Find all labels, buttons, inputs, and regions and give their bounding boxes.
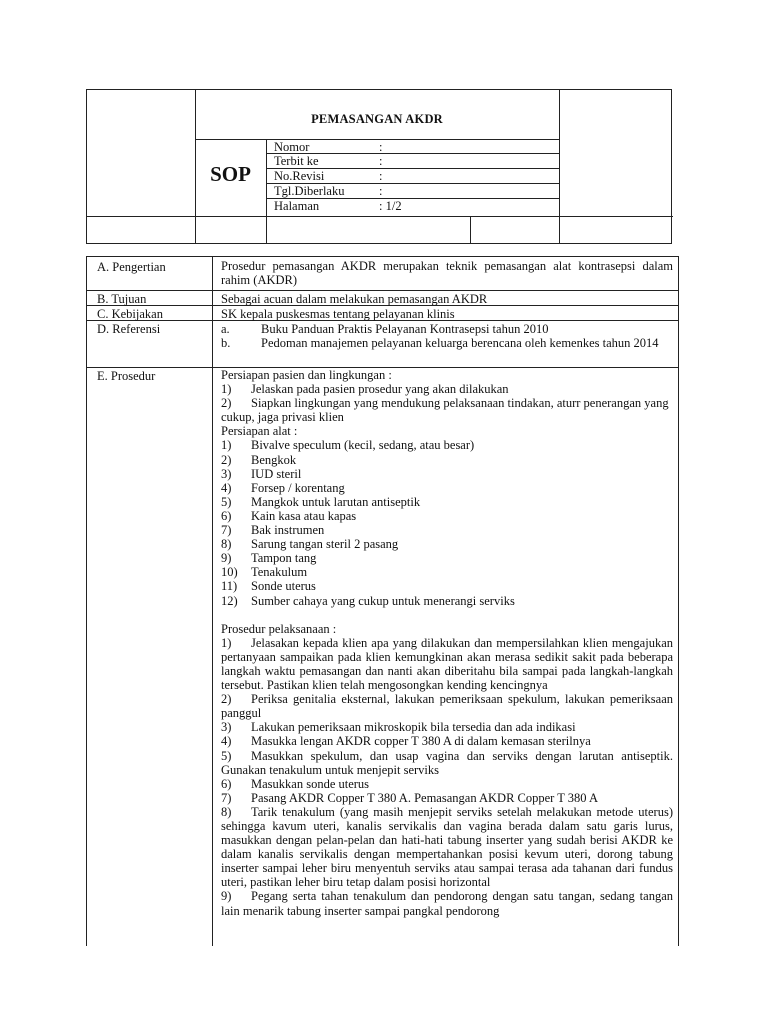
pengertian-text: Prosedur pemasangan AKDR merupakan teknik pemasangan alat kontrasepsi dalam rahim (AKDR) — [221, 259, 673, 288]
meta-label: No.Revisi — [274, 169, 325, 183]
persiapan-pasien-heading: Persiapan pasien dan lingkungan : — [221, 368, 392, 382]
list-item: 7) Bak instrumen — [221, 523, 325, 538]
meta-label: Nomor — [274, 140, 310, 154]
list-item: 2) Siapkan lingkungan yang mendukung pelaksanaan tindakan, aturr penerangan yang cukup, jaga privasi klien — [221, 396, 669, 425]
list-item: 11) Sonde uterus — [221, 579, 316, 594]
spacer — [221, 608, 673, 622]
prosedur-content — [221, 368, 698, 918]
meta-row-terbit — [267, 154, 559, 168]
column-divider — [212, 257, 213, 946]
meta-row-halaman — [267, 199, 559, 213]
meta-value: : — [379, 169, 383, 183]
list-item: 2) Bengkok — [221, 452, 297, 467]
list-item: 9) Tampon tang — [221, 551, 317, 566]
meta-value: : — [379, 154, 383, 168]
pelaksanaan-heading: Prosedur pelaksanaan : — [221, 621, 337, 636]
header-divider — [559, 90, 560, 243]
list-item: 2) Periksa genitalia eksternal, lakukan pemeriksaan spekulum, lakukan pemeriksaan panggul — [221, 692, 673, 721]
meta-value: : 1/2 — [379, 199, 402, 213]
list-item: 3) Lakukan pemeriksaan mikroskopik bila tersedia dan ada indikasi — [221, 720, 576, 735]
list-item: 8) Tarik tenakulum (yang masih menjepit serviks setelah melakukan metode uterus) sehingga kavum uteri, kanalis servikalis dan vagina berada dalam satu garis lurus, masukkan dengan pelan-pelan dan hati-hati tabung inserter yang sudah berisi AKDR ke dalam kanalis servikalis dengan mempertahankan posisi kevum uteri, dorong tabung inserter sampai leher biru menyentuh serviks atau sampai terasa ada tahanan dari fundus uteri, pastikan leher biru tetap dalam posisi horizontal — [221, 804, 673, 890]
list-item: 5) Masukkan spekulum, dan usap vagina dan serviks dengan larutan antiseptik. Gunakan tenakulum untuk menjepit serviks — [221, 748, 698, 777]
list-item: 9) Pegang serta tahan tenakulum dan pendorong dengan satu tangan, sedang tangan lain menarik tabung inserter sampai pangkal pendorong — [221, 889, 673, 918]
list-item: 12) Sumber cahaya yang cukup untuk menerangi serviks — [221, 593, 515, 608]
document-title: PEMASANGAN AKDR — [311, 112, 443, 126]
list-item: 6) Kain kasa atau kapas — [221, 508, 357, 523]
list-item: 7) Pasang AKDR Copper T 380 A. Pemasangan AKDR Copper T 380 A — [221, 790, 598, 805]
list-item: 4) Masukka lengan AKDR copper T 380 A di dalam kemasan sterilnya — [221, 734, 591, 749]
list-item: 3) IUD steril — [221, 466, 302, 481]
header-divider — [87, 216, 673, 217]
meta-value: : — [379, 184, 383, 198]
meta-label: Terbit ke — [274, 154, 319, 168]
section-label-kebijakan: C. Kebijakan — [97, 307, 163, 321]
meta-label: Halaman — [274, 199, 320, 213]
section-label-pengertian: A. Pengertian — [97, 260, 166, 274]
sop-content-table — [86, 256, 698, 946]
list-item: 4) Forsep / korentang — [221, 480, 345, 495]
section-label-tujuan: B. Tujuan — [97, 292, 147, 306]
list-item: 6) Masukkan sonde uterus — [221, 776, 370, 791]
section-label-prosedur: E. Prosedur — [97, 369, 156, 383]
row-divider — [87, 290, 678, 291]
list-item: a. Buku Panduan Praktis Pelayanan Kontrasepsi tahun 2010 — [221, 322, 549, 336]
meta-value: : — [379, 140, 383, 154]
list-item: b. Pedoman manajemen pelayanan keluarga berencana oleh kemenkes tahun 2014 — [221, 336, 659, 351]
meta-row-nomor — [267, 140, 559, 154]
kebijakan-text: SK kepala puskesmas tentang pelayanan klinis — [221, 307, 455, 321]
meta-row-tgl — [267, 184, 559, 198]
list-item: 5) Mangkok untuk larutan antiseptik — [221, 494, 421, 509]
meta-label: Tgl.Diberlaku — [274, 184, 345, 198]
sop-label: SOP — [210, 162, 251, 186]
list-item: 1) Bivalve speculum (kecil, sedang, atau besar) — [221, 438, 475, 453]
persiapan-alat-heading: Persiapan alat : — [221, 424, 298, 439]
header-divider — [470, 216, 471, 243]
list-item: 8) Sarung tangan steril 2 pasang — [221, 537, 399, 552]
referensi-list — [221, 322, 673, 350]
list-item: 1) Jelasakan kepada klien apa yang dilakukan dan mempersilahkan klien mengajukan pertanyaan sampaikan pada klien kemungkinan akan merasa sedikit sakit pada beberapa langkah waktu pemasangan dan nanti akan diberitahu bila sampai pada langkah-langkah tersebut. Pastikan klien telah mengosongkan kending kencingnya — [221, 635, 673, 693]
list-item: 1) Jelaskan pada pasien prosedur yang akan dilakukan — [221, 382, 509, 397]
meta-row-revisi — [267, 169, 559, 183]
section-label-referensi: D. Referensi — [97, 322, 161, 336]
sop-header-table — [86, 89, 672, 244]
tujuan-text: Sebagai acuan dalam melakukan pemasangan AKDR — [221, 292, 488, 306]
list-item: 10) Tenakulum — [221, 565, 308, 580]
